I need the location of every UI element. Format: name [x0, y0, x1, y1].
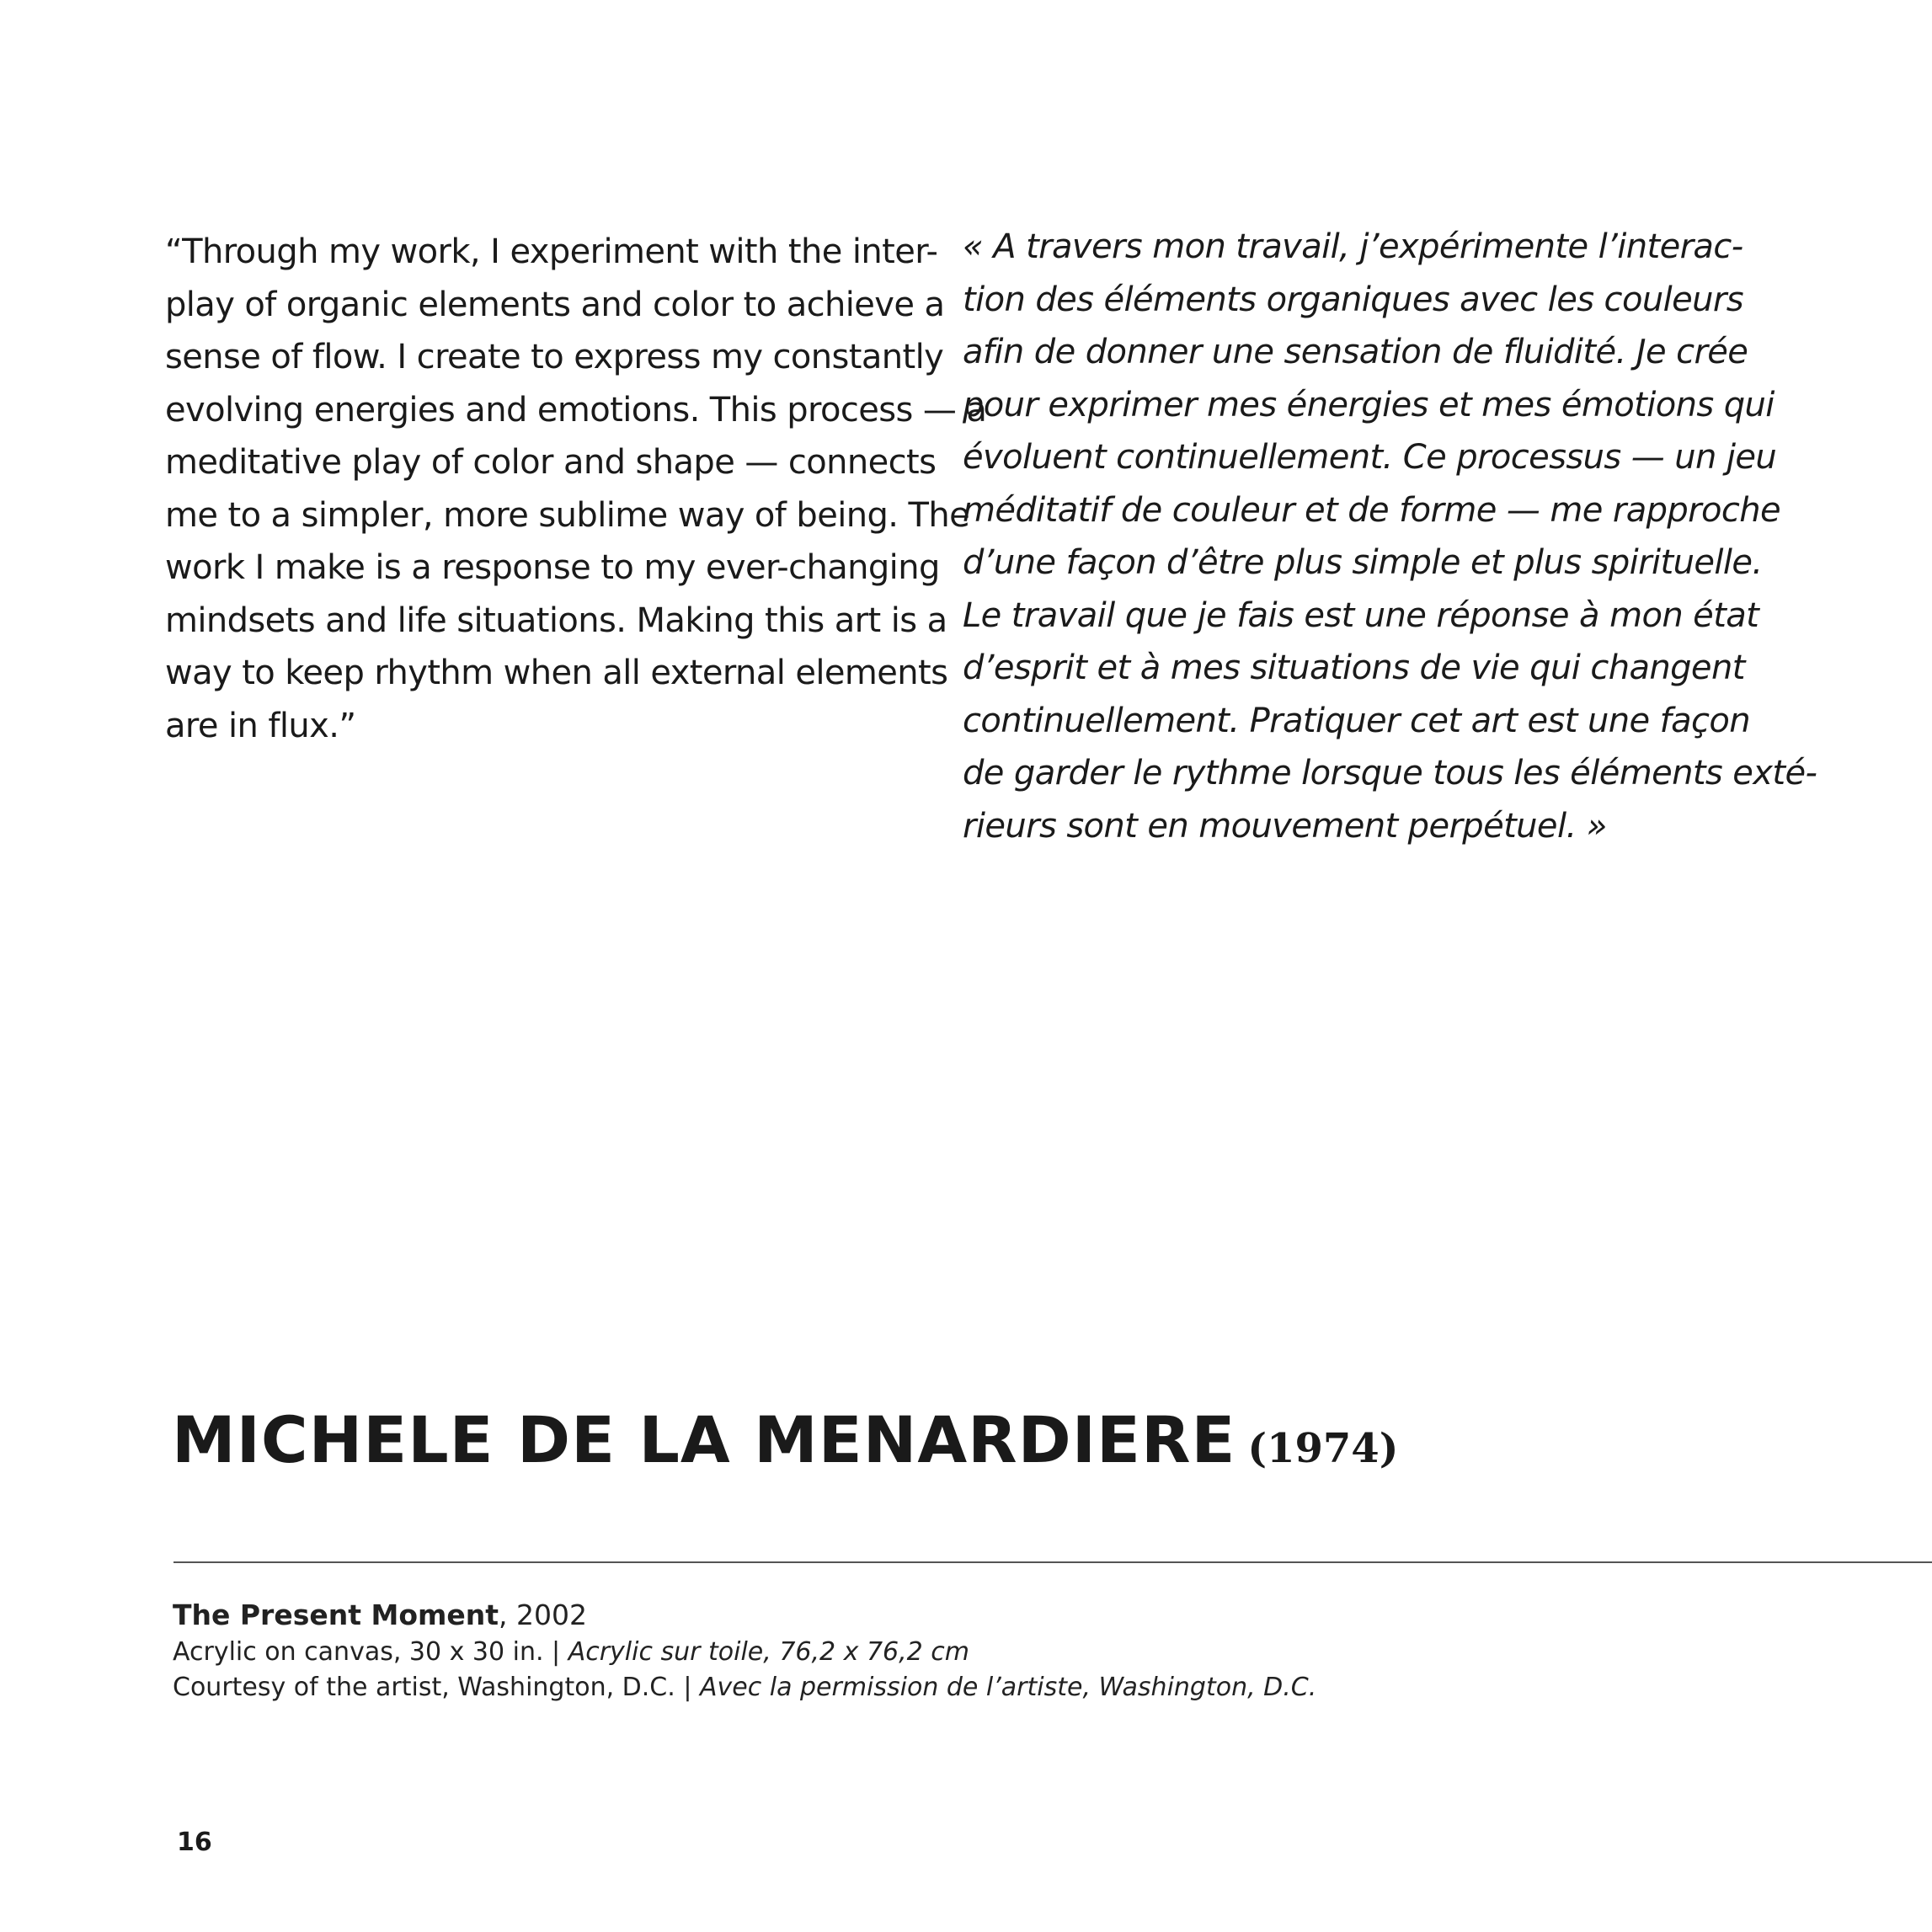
statement-line: Le travail que je fais est une réponse à mon état [963, 595, 1759, 635]
statement-line: me to a simpler, more sublime way of being. The [165, 495, 970, 535]
artwork-medium-line [173, 1635, 1316, 1670]
divider-rule [173, 1561, 1932, 1563]
statement-line: méditatif de couleur et de forme — me rapproche [963, 490, 1781, 530]
statement-line: d’esprit et à mes situations de vie qui changent [963, 648, 1745, 687]
statement-line: work I make is a response to my ever-changing [165, 548, 940, 587]
statement-line: meditative play of color and shape — connects [165, 443, 937, 482]
statement-line: « A travers mon travail, j’expérimente l’interac- [963, 227, 1743, 266]
page-number: 16 [177, 1828, 212, 1857]
statement-line: are in flux.” [165, 706, 356, 745]
credit-french: Avec la permission de l’artiste, Washington, D.C. [699, 1673, 1317, 1702]
statement-line: continuellement. Pratiquer cet art est une façon [963, 701, 1751, 740]
statement-line: way to keep rhythm when all external elements [165, 654, 948, 692]
statement-line: rieurs sont en mouvement perpétuel. » [963, 806, 1607, 846]
statement-line: evolving energies and emotions. This process — a [165, 390, 987, 430]
statement-line: tion des éléments organiques avec les couleurs [963, 280, 1743, 319]
artist-statement-french [963, 221, 1817, 852]
artwork-title: The Present Moment [173, 1598, 499, 1631]
artist-name: MICHELE DE LA MENARDIERE [172, 1402, 1236, 1477]
artwork-caption [173, 1596, 1316, 1705]
statement-line: afin de donner une sensation de fluidité. Je crée [963, 333, 1748, 371]
caption-separator: | [675, 1673, 700, 1702]
statement-line: évoluent continuellement. Ce processus — un jeu [963, 438, 1777, 477]
statement-line: play of organic elements and color to achieve a [165, 285, 945, 324]
statement-line: d’une façon d’être plus simple et plus spirituelle. [963, 543, 1763, 582]
medium-french: Acrylic sur toile, 76,2 x 76,2 cm [568, 1637, 970, 1667]
credit-english: Courtesy of the artist, Washington, D.C. [173, 1673, 675, 1702]
statement-line: mindsets and life situations. Making this art is a [165, 600, 947, 640]
artwork-year: , 2002 [499, 1598, 588, 1631]
statement-line: pour exprimer mes énergies et mes émotions qui [963, 385, 1775, 424]
statement-line: sense of flow. I create to express my constantly [165, 338, 944, 376]
medium-english: Acrylic on canvas, 30 x 30 in. [173, 1637, 544, 1667]
caption-separator: | [543, 1637, 568, 1667]
statement-line: “Through my work, I experiment with the inter- [165, 232, 938, 271]
statement-line: de garder le rythme lorsque tous les éléments exté- [963, 754, 1817, 793]
artwork-title-line [173, 1596, 1316, 1635]
artist-years: (1974) [1247, 1425, 1399, 1472]
artist-heading [172, 1402, 1399, 1477]
artist-statement-english [165, 226, 987, 752]
artwork-credit-line [173, 1670, 1316, 1705]
